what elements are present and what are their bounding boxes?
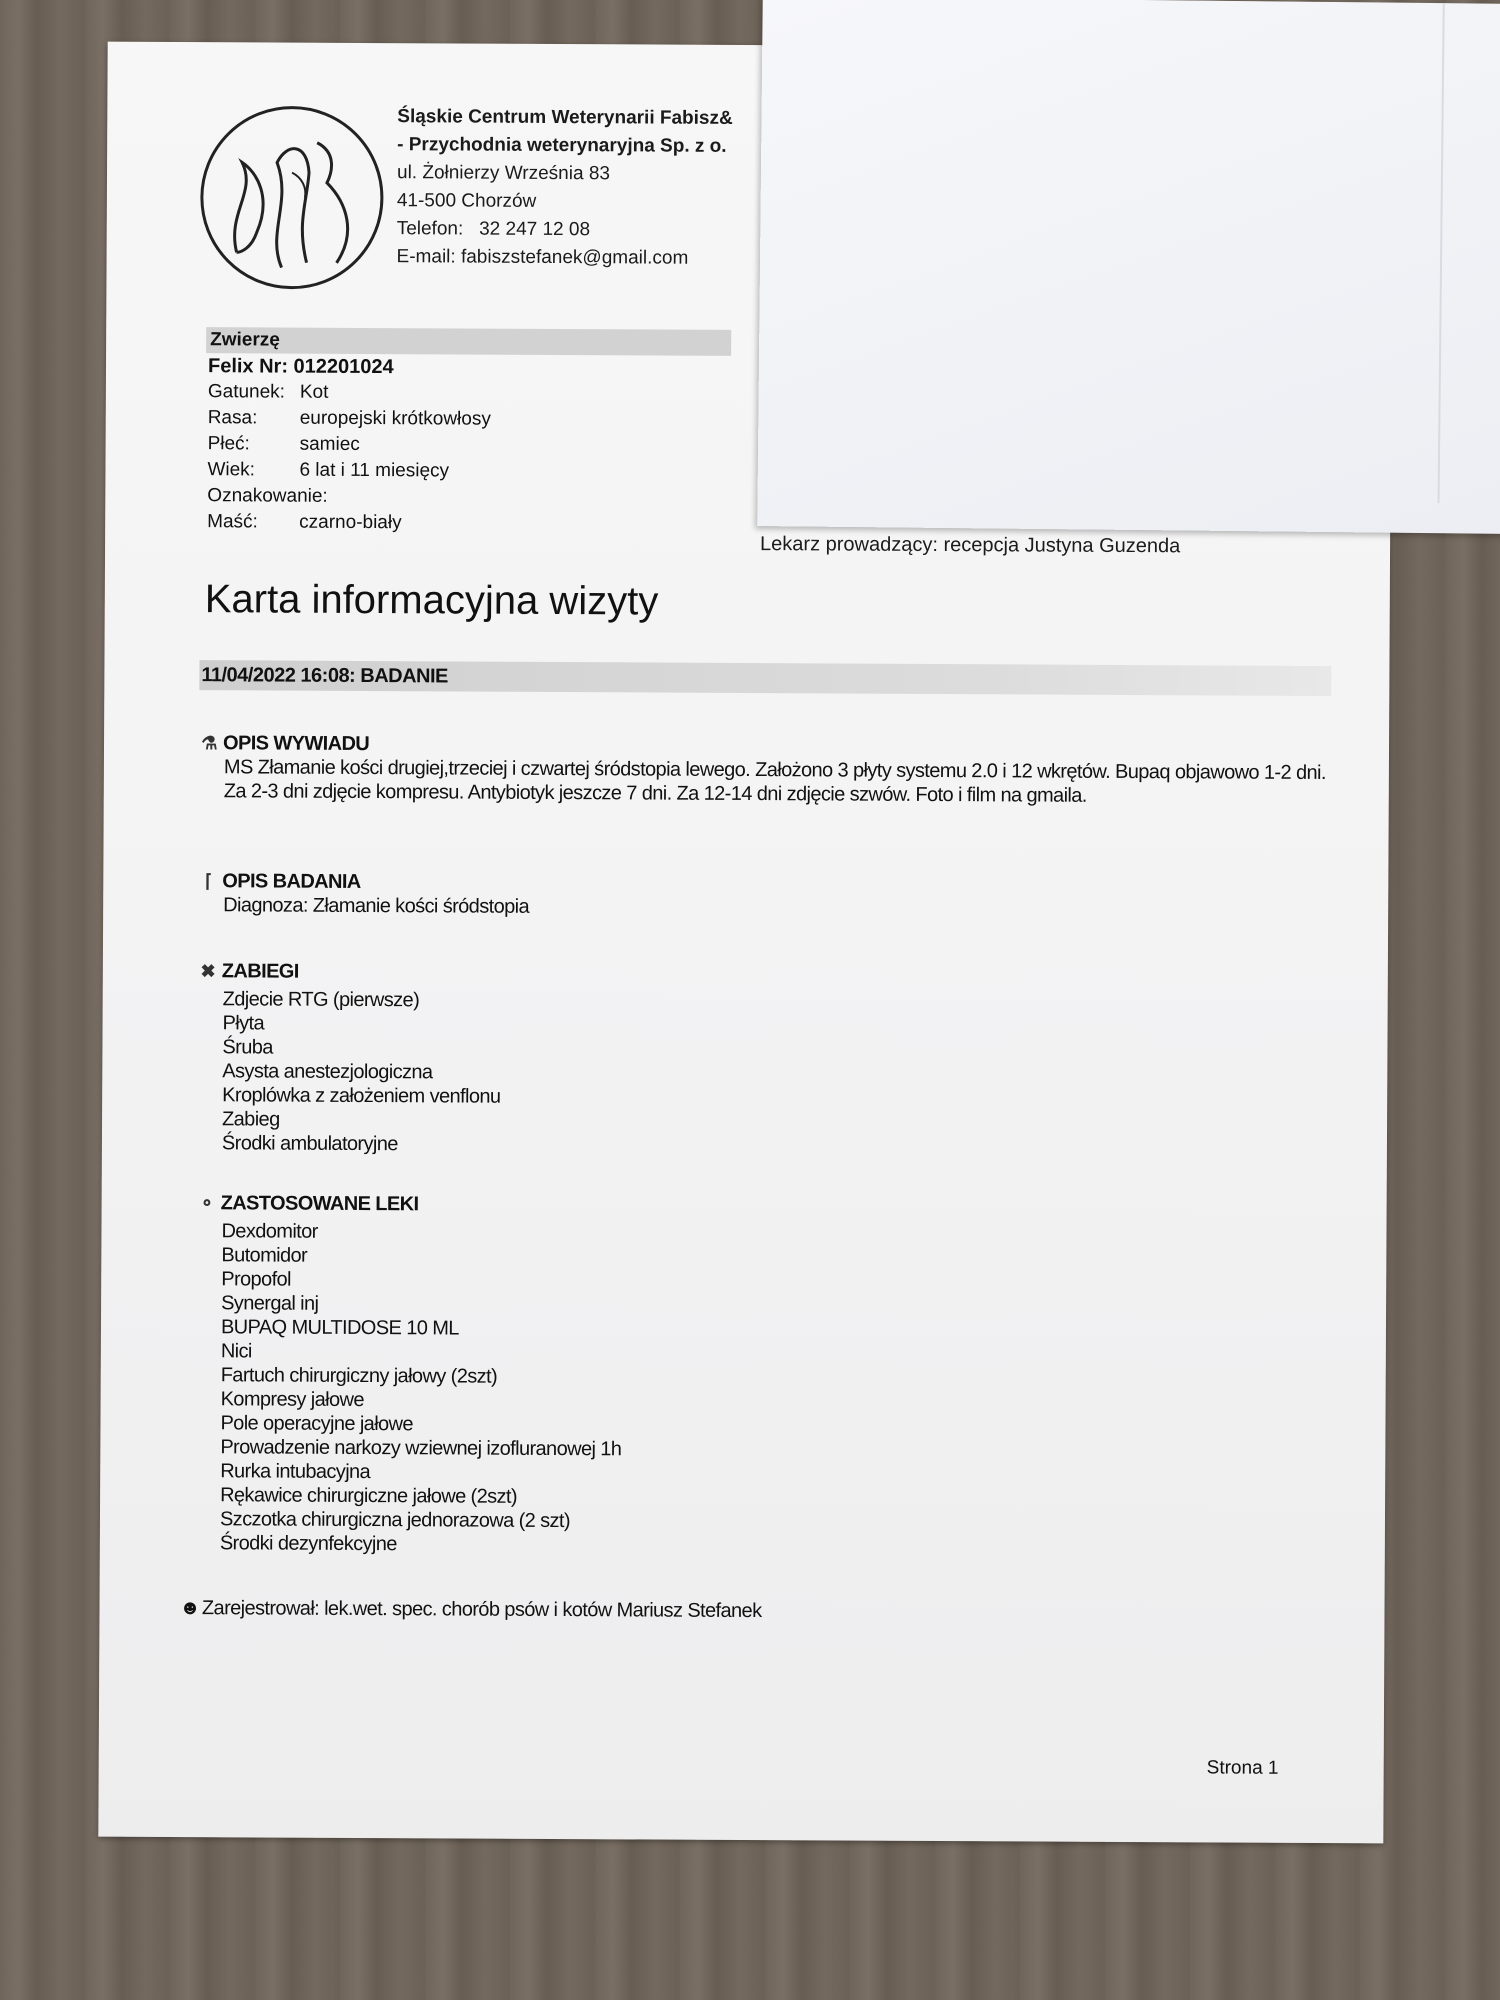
list-item: Śruba	[222, 1036, 273, 1059]
page-title: Karta informacyjna wizyty	[204, 577, 659, 624]
list-item: Płyta	[222, 1012, 265, 1035]
section-text: Diagnoza: Złamanie kości śródstopia	[223, 894, 530, 918]
section-zabiegi	[197, 960, 501, 1157]
section-heading: OPIS BADANIA	[222, 870, 361, 893]
list-item: Szczotka chirurgiczna jednorazowa (2 szt)	[219, 1508, 571, 1533]
list-item: Asysta anestezjologiczna	[222, 1060, 433, 1084]
scissors-icon: ✖	[200, 961, 216, 982]
section-heading: OPIS WYWIADU	[222, 732, 370, 756]
thermometer-icon: ⌈	[205, 871, 212, 892]
page-number: Strona 1	[1206, 1757, 1279, 1779]
section-heading: ZABIEGI	[221, 960, 299, 983]
visit-header: 11/04/2022 16:08: BADANIE	[199, 660, 1331, 696]
animal-name: Felix Nr: 012201024	[207, 355, 394, 379]
list-item: Zabieg	[222, 1108, 280, 1131]
list-item: Zdjecie RTG (pierwsze)	[222, 988, 420, 1012]
animal-field: Oznakowanie:	[207, 485, 328, 507]
animal-info	[205, 327, 731, 538]
clinic-name-line2: - Przychodnia weterynaryjna Sp. z o.	[397, 134, 727, 157]
registered-by	[179, 1597, 761, 1623]
user-icon: ☻	[179, 1597, 201, 1620]
list-item: Dexdomitor	[221, 1220, 318, 1243]
attending-doctor: Lekarz prowadzący: recepcja Justyna Guzenda	[760, 533, 1181, 558]
list-item: Fartuch chirurgiczny jałowy (2szt)	[220, 1364, 498, 1388]
clinic-phone: Telefon: 32 247 12 08	[396, 218, 591, 241]
list-item: Nici	[220, 1340, 252, 1363]
clinic-city: 41-500 Chorzów	[396, 190, 537, 212]
list-item: Synergal inj	[221, 1292, 319, 1315]
list-item: Propofol	[221, 1268, 291, 1291]
clinic-email: E-mail: fabiszstefanek@gmail.com	[396, 246, 689, 269]
section-wywiad	[199, 732, 1334, 809]
section-leki	[195, 1192, 623, 1557]
animal-field: Płeć: samiec	[207, 433, 360, 455]
clinic-logo	[196, 102, 387, 293]
section-heading: ZASTOSOWANE LEKI	[220, 1192, 419, 1216]
list-item: Pole operacyjne jałowe	[220, 1412, 414, 1436]
animal-field: Gatunek: Kot	[207, 381, 329, 403]
list-item: Rękawice chirurgiczne jałowe (2szt)	[220, 1484, 518, 1508]
list-item: Prowadzenie narkozy wziewnej izofluranowej 1h	[220, 1436, 622, 1461]
envelope	[757, 0, 1500, 534]
animal-field: Maść: czarno-biały	[207, 511, 402, 534]
list-item: Środki ambulatoryjne	[221, 1132, 398, 1156]
clinic-address: ul. Żołnierzy Września 83	[396, 162, 611, 185]
list-item: Rurka intubacyjna	[220, 1460, 371, 1484]
list-item: Środki dezynfekcyjne	[219, 1532, 397, 1556]
list-item: Kompresy jałowe	[220, 1388, 364, 1412]
section-badanie	[198, 870, 529, 919]
pill-icon: ⚬	[199, 1193, 214, 1214]
list-item: Kroplówka z założeniem venflonu	[222, 1084, 501, 1108]
animal-header: Zwierzę	[206, 327, 731, 356]
registered-text: Zarejestrował: lek.wet. spec. chorób psów i kotów Mariusz Stefanek	[201, 1597, 762, 1623]
list-item: BUPAQ MULTIDOSE 10 ML	[220, 1316, 459, 1340]
clinic-info	[397, 103, 733, 273]
animal-field: Rasa: europejski krótkowłosy	[207, 407, 491, 430]
section-text: MS Złamanie kości drugiej,trzeciej i czwartej śródstopia lewego. Założono 3 płyty systemu 2.0 i 12 wkrętów. Bupaq objawowo 1-2 dni. Za 2-3 dni zdjęcie kompresu. Antybiotyk jeszcze 7 dni. Za 12-14 dni zdjęcie szwów. Foto i film na gmaila.	[223, 756, 1326, 807]
clinic-name-line1: Śląskie Centrum Weterynarii Fabisz&	[397, 106, 733, 129]
list-item: Butomidor	[221, 1244, 308, 1267]
animal-field: Wiek: 6 lat i 11 miesięcy	[207, 459, 450, 482]
doctor-icon: ⚗	[201, 733, 217, 754]
